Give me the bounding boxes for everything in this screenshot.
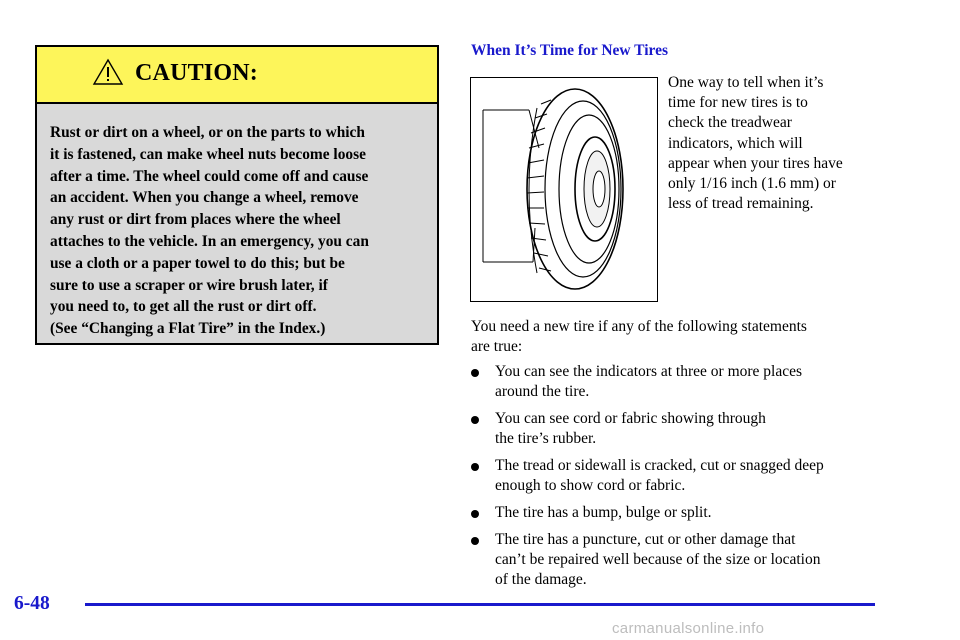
- list-item: [471, 362, 891, 402]
- caution-line: it is fastened, can make wheel nuts become loose: [50, 145, 366, 163]
- caution-line: use a cloth or a paper towel to do this; but be: [50, 254, 345, 272]
- watermark: carmanualsonline.info: [612, 620, 765, 637]
- caution-header: [37, 47, 437, 104]
- caution-line: after a time. The wheel could come off and cause: [50, 167, 369, 185]
- intro-line: indicators, which will: [668, 134, 803, 152]
- list-item-line: of the damage.: [495, 571, 587, 588]
- caution-line: any rust or dirt from places where the wheel: [50, 211, 341, 229]
- caution-line: an accident. When you change a wheel, remove: [50, 189, 359, 207]
- list-item-line: can’t be repaired well because of the size or location: [495, 551, 821, 568]
- section-title: When It’s Time for New Tires: [471, 42, 669, 59]
- caution-title: CAUTION:: [135, 60, 258, 86]
- need-paragraph: [471, 317, 881, 357]
- bullet-icon: [471, 369, 479, 377]
- intro-line: appear when your tires have: [668, 154, 843, 172]
- caution-line: attaches to the vehicle. In an emergency, you can: [50, 232, 369, 250]
- intro-line: One way to tell when it’s: [668, 74, 824, 91]
- list-item: [471, 409, 891, 449]
- list-item-line: The tire has a bump, bulge or split.: [495, 504, 712, 521]
- need-line: are true:: [471, 338, 523, 355]
- list-item-line: around the tire.: [495, 383, 590, 400]
- list-item: [471, 456, 891, 496]
- page-number: 6-48: [14, 593, 50, 614]
- intro-line: less of tread remaining.: [668, 195, 814, 213]
- caution-line: sure to use a scraper or wire brush later, if: [50, 276, 328, 294]
- caution-line: you need to, to get all the rust or dirt off.: [50, 298, 317, 316]
- intro-line: check the treadwear: [668, 114, 792, 132]
- list-item: [471, 530, 891, 590]
- intro-line: only 1/16 inch (1.6 mm) or: [668, 175, 836, 193]
- bullet-icon: [471, 537, 479, 545]
- caution-line: (See “Changing a Flat Tire” in the Index.): [50, 320, 326, 338]
- intro-line: time for new tires is to: [668, 94, 808, 112]
- bullet-icon: [471, 463, 479, 471]
- tire-icon: [471, 78, 656, 300]
- bullet-icon: [471, 510, 479, 518]
- caution-text: [50, 122, 430, 340]
- warning-triangle-icon: [92, 58, 124, 86]
- list-item-line: The tire has a puncture, cut or other damage that: [495, 531, 796, 548]
- list-item-line: You can see cord or fabric showing through: [495, 410, 766, 427]
- footer-divider: [85, 603, 875, 606]
- list-item: [471, 503, 891, 523]
- list-item-line: enough to show cord or fabric.: [495, 477, 686, 494]
- list-item-line: the tire’s rubber.: [495, 430, 597, 447]
- bullet-icon: [471, 416, 479, 424]
- list-item-line: You can see the indicators at three or more places: [495, 363, 803, 380]
- tire-illustration: [470, 77, 658, 302]
- list-item-line: The tread or sidewall is cracked, cut or snagged deep: [495, 457, 824, 474]
- condition-list: [471, 362, 891, 597]
- caution-box: [35, 45, 439, 345]
- need-line: You need a new tire if any of the following statements: [471, 318, 807, 335]
- caution-line: Rust or dirt on a wheel, or on the parts to which: [50, 124, 365, 141]
- intro-paragraph: [668, 73, 898, 214]
